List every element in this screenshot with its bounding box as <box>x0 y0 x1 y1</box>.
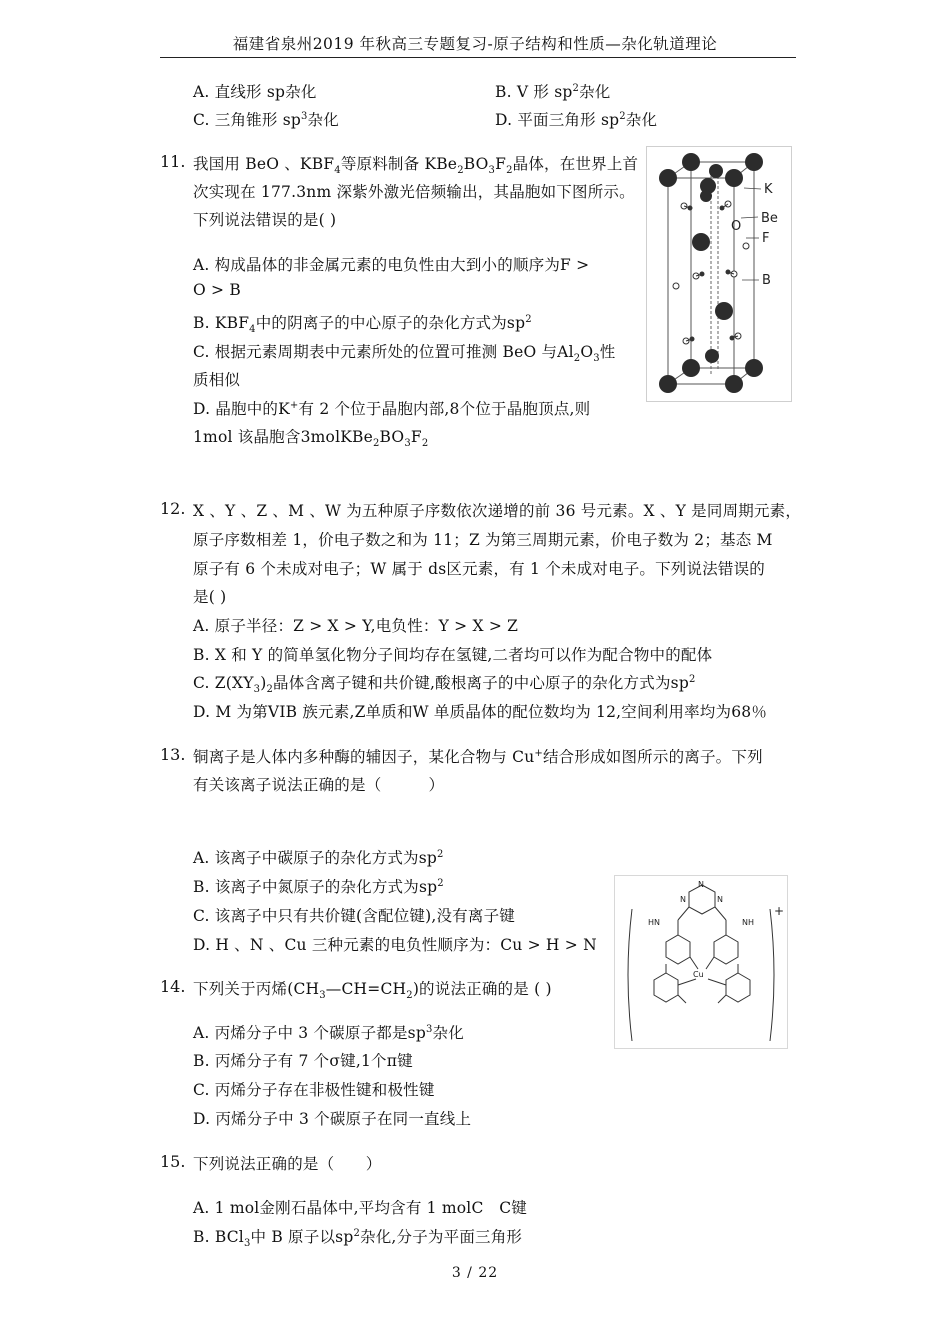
q14-number: 14. <box>160 977 186 996</box>
label-nh: NH <box>742 918 754 927</box>
q12-option-d: D. M 为第VIB 族元素,Z单质和W 单质晶体的配位数均为 12,空间利用率均为68％ <box>193 703 768 721</box>
q11-option-d-line2: 1mol 该晶胞含$3molKBe_2BO_3F_2$ <box>193 428 429 450</box>
page-header: 福建省泉州2019 年秋高三专题复习-原子结构和性质—杂化轨道理论 <box>232 35 718 53</box>
q13-stem-line1: 铜离子是人体内多种酶的辅因子，某化合物与 Cu+结合形成如图所示的离子。下列 <box>193 747 763 766</box>
q12-stem-line1: X 、Y 、Z 、M 、W 为五种原子序数依次递增的前 36 号元素。X 、Y 是同周期元素， <box>193 502 802 520</box>
label-triazine-n-top: N <box>698 880 704 889</box>
q13-stem-line2: 有关该离子说法正确的是（ ） <box>193 776 445 794</box>
crystal-cell-diagram <box>646 146 792 402</box>
label-b: B <box>762 273 771 288</box>
q15-stem: 下列说法正确的是（ ） <box>193 1155 382 1173</box>
q15-option-b: B. BCl$_3$中 B 原子以$sp^2$杂化,分子为平面三角形 <box>193 1227 523 1250</box>
q11-option-d-line1: D. 晶胞中的K+有 2 个位于晶胞内部,8个位于晶胞顶点,则 <box>193 399 591 418</box>
q15-number: 15. <box>160 1152 186 1171</box>
q14-option-a: A. 丙烯分子中 3 个碳原子都是$sp^3$杂化 <box>193 1023 464 1042</box>
page-number: 3 / 22 <box>451 1265 499 1281</box>
q11-stem-line3: 下列说法错误的是( ) <box>193 211 337 229</box>
q13-number: 13. <box>160 745 186 764</box>
label-cu: Cu <box>693 970 704 979</box>
q13-option-a: A. 该离子中碳原子的杂化方式为$sp^2$ <box>193 848 444 867</box>
q12-number: 12. <box>160 499 186 518</box>
q11-number: 11. <box>160 152 186 171</box>
q11-option-c-line2: 质相似 <box>193 371 241 389</box>
prev-option-b: B. V 形 $sp^2$杂化 <box>495 82 611 101</box>
q11-option-a-line1: A. 构成晶体的非金属元素的电负性由大到小的顺序为F > <box>193 256 590 274</box>
q12-stem-line2: 原子序数相差 1，价电子数之和为 11；Z 为第三周期元素，价电子数为 2；基态 M <box>193 531 773 549</box>
q11-option-c-line1: C. 根据元素周期表中元素所处的位置可推测 BeO 与$Al_2O_3$性 <box>193 343 616 365</box>
label-k: K <box>764 182 773 197</box>
label-triazine-n-left: N <box>680 895 686 904</box>
q11-stem-line1: 我国用 BeO 、$KBF_4$等原料制备 $KBe_2BO_3F_2$晶体，在世界上首 <box>193 155 639 177</box>
q14-option-d: D. 丙烯分子中 3 个碳原子在同一直线上 <box>193 1110 472 1128</box>
q13-option-d: D. H 、N 、Cu 三种元素的电负性顺序为：Cu > H > N <box>193 936 597 954</box>
label-o: O <box>731 219 742 234</box>
q12-stem-line3: 原子有 6 个未成对电子；W 属于 ds区元素，有 1 个未成对电子。下列说法错误的 <box>193 560 765 578</box>
q11-option-b: B. $KBF_4$中的阴离子的中心原子的杂化方式为$sp^2$ <box>193 313 532 336</box>
q14-option-b: B. 丙烯分子有 7 个σ键,1个π键 <box>193 1052 413 1070</box>
label-f: F <box>762 231 770 246</box>
q12-option-c: C. $Z(XY_3)_2$晶体含离子键和共价键,酸根离子的中心原子的杂化方式为$sp^2$ <box>193 673 696 696</box>
prev-option-c: C. 三角锥形 $sp^3$杂化 <box>193 110 339 129</box>
q12-option-a: A. 原子半径：Z > X > Y,电负性：Y > X > Z <box>193 617 519 635</box>
label-triazine-n-right: N <box>717 895 723 904</box>
header-divider <box>160 57 796 58</box>
q13-option-c: C. 该离子中只有共价键(含配位键),没有离子键 <box>193 907 515 925</box>
cu-complex-figure <box>614 875 788 1049</box>
q12-stem-line4: 是( ) <box>193 588 227 606</box>
prev-option-a: A. 直线形 sp杂化 <box>193 83 317 101</box>
q13-option-b: B. 该离子中氮原子的杂化方式为$sp^2$ <box>193 877 444 896</box>
cu-complex-diagram <box>614 875 788 1049</box>
q11-option-a-line2: O > B <box>193 281 241 299</box>
complex-charge: + <box>774 904 785 918</box>
crystal-cell-figure <box>646 146 792 402</box>
q14-stem: 下列关于丙烯$(CH_3—CH=CH_2)$的说法正确的是 ( ) <box>193 980 552 1002</box>
q11-stem-line2: 次实现在 177.3nm 深紫外激光倍频输出，其晶胞如下图所示。 <box>193 183 635 201</box>
label-be: Be <box>761 211 778 226</box>
label-hn: HN <box>648 918 660 927</box>
q12-option-b: B. X 和 Y 的简单氢化物分子间均存在氢键,二者均可以作为配合物中的配体 <box>193 646 713 664</box>
prev-option-d: D. 平面三角形 $sp^2$杂化 <box>495 110 658 129</box>
q15-option-a: A. 1 mol金刚石晶体中,平均含有 1 molC C键 <box>193 1199 527 1217</box>
q14-option-c: C. 丙烯分子存在非极性键和极性键 <box>193 1081 435 1099</box>
